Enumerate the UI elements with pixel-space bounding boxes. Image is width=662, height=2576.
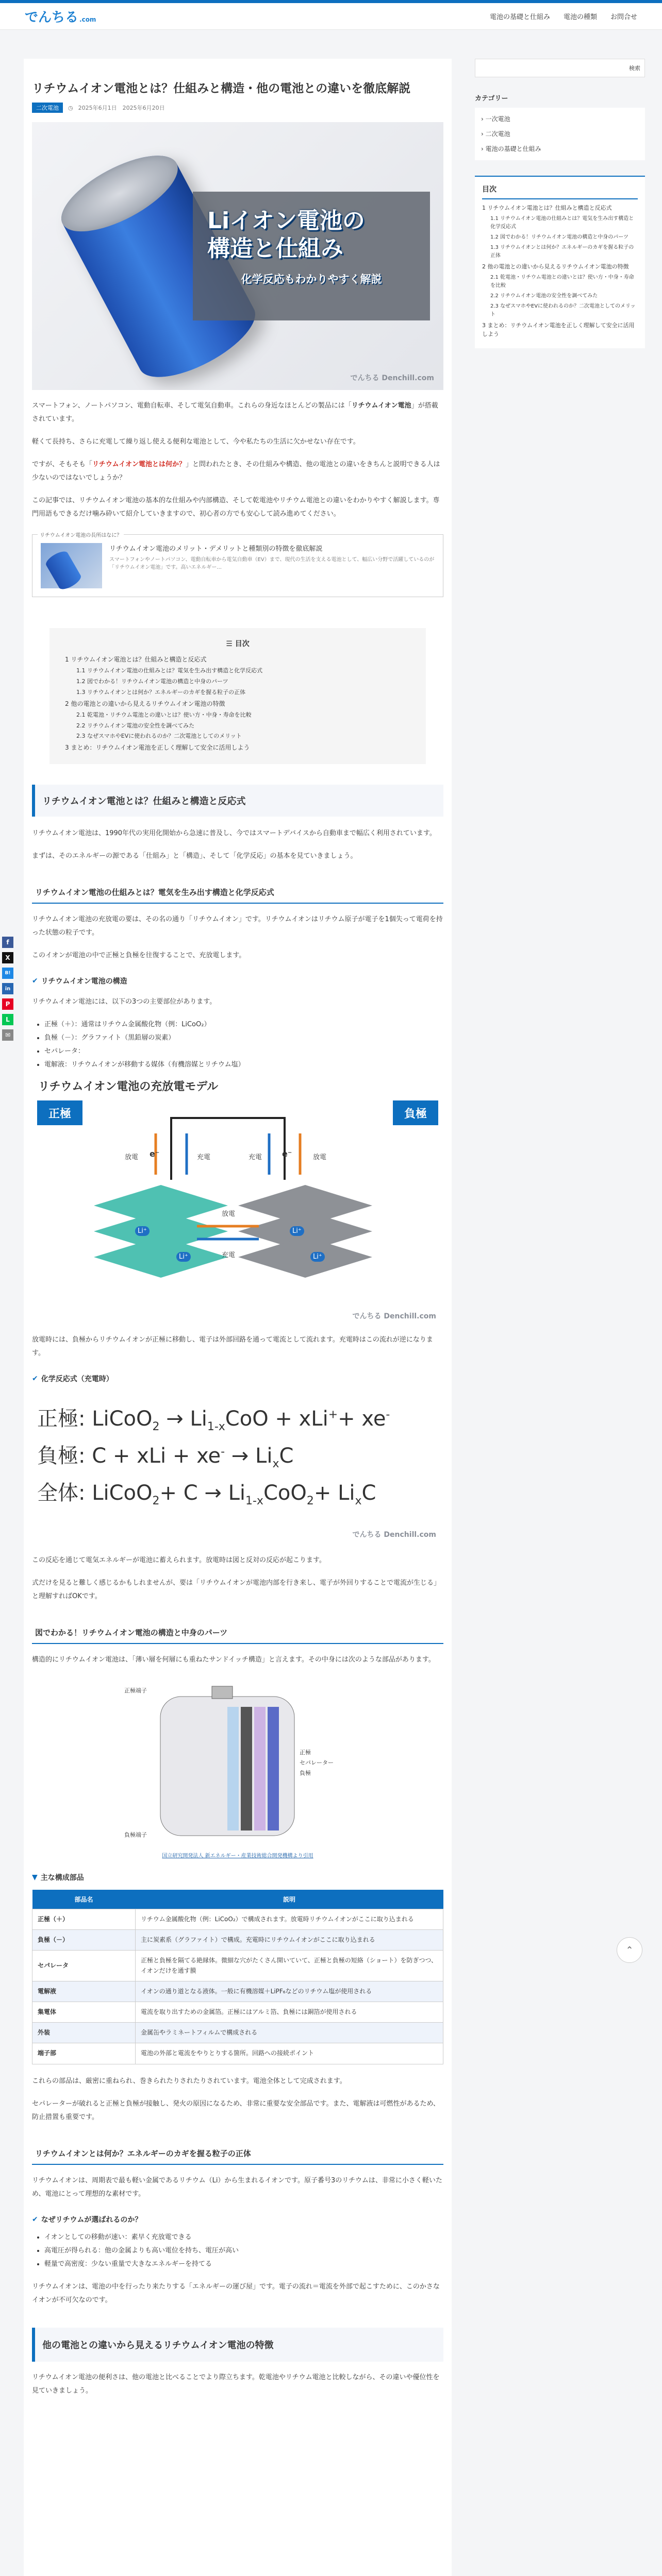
negative-electrode-label: 負極: [393, 1100, 438, 1125]
lithium-ion-marker: Li⁺: [176, 1252, 191, 1262]
mechanism-paragraph-1: リチウムイオン電池の充放電の要は、その名の通り「リチウムイオン」です。リチウムイオンはリチウム原子が電子を1個失って電荷を持った状態の粒子です。: [32, 916, 443, 937]
toc-item[interactable]: 1.2 図でわかる！リチウムイオン電池の構造と中身のパーツ: [490, 234, 628, 240]
minihead-structure: [32, 976, 443, 986]
minihead-components: [32, 1872, 443, 1883]
chevron-right-icon: ›: [481, 130, 486, 138]
blogcard-label: リチウムイオン電池の長所はなに？: [38, 531, 124, 538]
minihead-text: なぜリチウムが選ばれるのか？: [41, 2215, 142, 2224]
nav-item-basics[interactable]: 電池の基礎と仕組み: [489, 13, 550, 21]
toc-item[interactable]: 1.2 図でわかる！リチウムイオン電池の構造と中身のパーツ: [76, 678, 228, 685]
eyecatch-panel: [193, 192, 430, 320]
intro-emphasis: リチウムイオン電池: [351, 402, 411, 410]
mechanism-paragraph-2: このイオンが電池の中で正極と負極を往復することで、充放電します。: [32, 952, 246, 960]
toc-item[interactable]: 1.1 リチウムイオン電池の仕組みとは？電気を生み出す構造と化学反応式: [76, 667, 263, 674]
diagram-site-logo: でんちる Denchill.com: [352, 1312, 436, 1321]
lithium-ion-marker: Li⁺: [135, 1226, 150, 1236]
components-paragraph-1: これらの部品は、厳密に重ねられ、巻きられたりされたりされています。電池全体として完成されます。: [32, 2077, 346, 2085]
x-share-button[interactable]: X: [2, 952, 13, 963]
line-share-button[interactable]: L: [2, 1014, 13, 1025]
list-item: • イオンとしての移動が速い：素早く充放電できる: [44, 2231, 443, 2244]
charge-label: 充電: [249, 1154, 262, 1162]
toc-item[interactable]: 2.3 なぜスマホやEVに使われるのか？二次電池としてのメリット: [76, 733, 242, 740]
table-row: [32, 2002, 443, 2023]
charge-label: 充電: [222, 1251, 236, 1260]
subheading-lithium-ion: リチウムイオンとは何か？エネルギーのカギを握る粒子の正体: [32, 2143, 443, 2165]
structure-paragraph: リチウムイオン電池には、以下の3つの主要部位があります。: [32, 998, 217, 1006]
intro-highlight: リチウムイオン電池とは何か？: [92, 461, 186, 469]
category-label: 二次電池: [485, 130, 510, 138]
toc-item[interactable]: 1 リチウムイオン電池とは？仕組みと構造と反応式: [65, 656, 207, 664]
table-cell: 金属缶やラミネートフィルムで構成される: [136, 2023, 443, 2043]
minihead-text: 化学反応式（充電時）: [41, 1375, 113, 1384]
figure-caption-link[interactable]: 国立研究開発法人 新エネルギー・産業技術総合開発機構より引用: [162, 1853, 313, 1859]
formula-paragraph-1: この反応を通じて電気エネルギーが電池に蓄えられます。放電時は図と反対の反応が起こります。: [32, 1556, 326, 1565]
section-heading-1: リチウムイオン電池とは？仕組みと構造と反応式: [32, 785, 443, 817]
mail-share-button[interactable]: ✉: [2, 1029, 13, 1041]
formula-negative: 負極: C + xLi + $xe^- \to Li_xC$: [37, 1444, 294, 1471]
subheading-mechanism: リチウムイオン電池の仕組みとは？電気を生み出す構造と化学反応式: [32, 882, 443, 904]
check-icon: ✔: [32, 2215, 38, 2224]
related-blogcard[interactable]: [32, 534, 443, 597]
lithium-ion-paragraph: リチウムイオンは、周期表で最も軽い金属であるリチウム（Li）から生まれるイオンです。原子番号3のリチウムは、非常に小さく軽いため、電池にとって理想的な素材です。: [32, 2176, 442, 2198]
diagram-title: リチウムイオン電池の充放電モデル: [38, 1080, 219, 1094]
cell-svg: [57, 1676, 418, 1846]
toc-item[interactable]: 3 まとめ：リチウムイオン電池を正しく理解して安全に活用しよう: [65, 744, 250, 752]
sidebar-toc-title: 目次: [482, 184, 638, 199]
diagram-svg: [32, 1103, 443, 1324]
post-date: 2025年6月1日 2025年6月20日: [78, 105, 165, 112]
electron-label: e⁻: [282, 1149, 292, 1159]
discharge-label: 放電: [313, 1154, 327, 1162]
list-icon: ☰: [226, 640, 235, 649]
site-header: [0, 3, 662, 30]
table-of-contents: [49, 628, 426, 764]
intro-paragraph-3: [32, 458, 443, 485]
table-cell: 主に炭素系（グラファイト）で構成。充電時にリチウムイオンがここに取り込まれる: [136, 1930, 443, 1951]
electron-label: e⁻: [150, 1149, 160, 1159]
nav-item-types[interactable]: 電池の種類: [563, 13, 597, 21]
section1-paragraph-2: まずは、そのエネルギーの源である「仕組み」と「構造」、そして「化学反応」の基本を見ていきましょう。: [32, 852, 357, 860]
check-icon: ✔: [32, 977, 38, 986]
blogcard-inner: [41, 543, 435, 588]
reaction-formula: [32, 1390, 443, 1545]
list-item: • 高電圧が得られる：他の金属よりも高い電位を持ち、電圧が高い: [44, 2244, 443, 2258]
terminal-shape: [212, 1686, 233, 1699]
formula-label: 全体:: [37, 1481, 86, 1505]
linkedin-share-button[interactable]: in: [2, 983, 13, 994]
layer-strip: [268, 1707, 279, 1831]
layer-strip: [254, 1707, 266, 1831]
formula-site-logo: でんちる Denchill.com: [352, 1530, 436, 1539]
facebook-share-button[interactable]: f: [2, 937, 13, 948]
category-item[interactable]: [481, 142, 639, 157]
table-cell: 外装: [32, 2023, 136, 2043]
check-icon: ✔: [32, 1375, 38, 1383]
lithium-ion-marker: Li⁺: [310, 1252, 325, 1262]
table-cell: 電池の外部と電流をやりとりする箇所。回路への接続ポイント: [136, 2043, 443, 2064]
table-cell: 端子部: [32, 2043, 136, 2064]
charge-label: 充電: [197, 1154, 211, 1162]
eyecatch-site-logo: でんちる Denchill.com: [350, 374, 434, 383]
list-item: • 正極（＋）：通常はリチウム金属酸化物（例：LiCoO₂）: [44, 1018, 443, 1031]
layer-strip: [241, 1707, 252, 1831]
toc-item[interactable]: 2.3 なぜスマホやEVに使われるのか？二次電池としてのメリット: [490, 303, 636, 317]
category-label: 電池の基礎と仕組み: [485, 145, 541, 152]
blogcard-description: スマートフォンやノートパソコン、電動自転車から電気自動車（EV）まで、現代の生活を支える電池として、幅広い分野で活躍しているのが「リチウムイオン電池」です。高いエネルギー...: [109, 557, 435, 571]
list-item: • 電解液：リチウムイオンが移動する媒体（有機溶媒とリチウム塩）: [44, 1058, 443, 1072]
cell-structure-figure: [57, 1676, 418, 1846]
nav-item-contact[interactable]: お問合せ: [610, 13, 637, 21]
discharge-label: 放電: [222, 1210, 236, 1218]
chevron-right-icon: ›: [481, 145, 486, 152]
pinterest-share-button[interactable]: P: [2, 998, 13, 1010]
eyecatch-title-2: 構造と仕組み: [207, 235, 343, 262]
minihead-formula: [32, 1374, 443, 1384]
parts-list: [32, 1018, 443, 1072]
table-header: 説明: [136, 1890, 443, 1909]
triangle-icon: ▼: [32, 1873, 38, 1882]
positive-layer: [94, 1236, 228, 1278]
category-list: [475, 108, 645, 160]
section1-paragraph-1: リチウムイオン電池は、1990年代の実用化開始から急速に普及し、今ではスマートデバイスから自動車まで幅広く利用されています。: [32, 829, 436, 838]
section2-paragraph-1: リチウムイオン電池の便利さは、他の電池と比べることでより際立ちます。乾電池やリチウム電池と比較しながら、その違いや優位性を見ていきましょう。: [32, 2373, 440, 2395]
table-row: [32, 1930, 443, 1951]
article-title: リチウムイオン電池とは？仕組みと構造・他の電池との違いを徹底解説: [32, 82, 411, 95]
table-cell: リチウム金属酸化物（例：LiCoO₂）で構成されます。放電時リチウムイオンがここに取り込まれる: [136, 1909, 443, 1930]
toc-item[interactable]: 2.2 リチウムイオン電池の安全性を調べてみた: [490, 293, 598, 299]
negative-layer: [238, 1236, 372, 1278]
share-buttons: [2, 937, 13, 1041]
logo-domain: .com: [79, 16, 96, 23]
category-heading: カテゴリー: [475, 95, 508, 103]
toc-title: [65, 638, 410, 649]
table-cell: 集電体: [32, 2002, 136, 2023]
toc-item[interactable]: 2.1 乾電池・リチウム電池との違いとは？使い方・中身・寿命を比較: [490, 274, 634, 289]
formula-positive: 正極: LiCoO$_2$ → $Li_{1-x}CoO + xLi^++ xe^-$: [37, 1407, 390, 1434]
table-cell: 正極（＋）: [32, 1909, 136, 1930]
positive-label: 正極: [300, 1749, 311, 1756]
section-heading-2: 他の電池との違いから見えるリチウムイオン電池の特徴: [32, 2328, 443, 2362]
page-top-button[interactable]: [617, 1937, 642, 1963]
negative-label: 負極: [300, 1770, 311, 1777]
intro-paragraph-2: 軽くて長持ち、さらに充電して繰り返し使える便利な電池として、今や私たちの生活に欠かせない存在です。: [32, 438, 360, 446]
separator-label: セパレーター: [300, 1759, 334, 1767]
circuit-wire: [171, 1118, 285, 1180]
table-cell: セパレータ: [32, 1951, 136, 1981]
toc-item[interactable]: 2.2 リチウムイオン電池の安全性を調べてみた: [76, 722, 195, 729]
intro-text: スマートフォン、ノートパソコン、電動自転車、そして電気自動車。これらの身近なほとんどの製品には「: [32, 402, 352, 410]
table-cell: イオンの通り道となる液体。一般に有機溶媒＋LiPF₆などのリチウム塩が使用される: [136, 1981, 443, 2002]
toc-item[interactable]: 1.3 リチウムイオンとは何か？エネルギーのカギを握る粒子の正体: [76, 688, 246, 696]
toc-title-text: 目次: [235, 640, 250, 649]
category-item[interactable]: [481, 112, 639, 127]
intro-paragraph-4: この記事では、リチウムイオン電池の基本的な仕組みや内部構造、そして乾電池やリチウム電池との違いをわかりやすく解説します。専門用語もできるだけ噛み砕いて紹介していきますので、初心者の方でも安心して読み進めてください。: [32, 497, 440, 518]
hatena-share-button[interactable]: B!: [2, 968, 13, 979]
table-cell: 正極と負極を隔てる絶縁体。微細な穴がたくさん開いていて、正極と負極の短絡（ショート）を防ぎつつ、イオンだけを通す膜: [136, 1951, 443, 1981]
table-cell: 電流を取り出すための金属箔。正極にはアルミ箔、負極には銅箔が使用される: [136, 2002, 443, 2023]
eyecatch-subtitle: 化学反応もわかりやすく解説: [241, 273, 382, 285]
table-row: [32, 1951, 443, 1981]
table-row: [32, 1909, 443, 1930]
minihead-text: 主な構成部品: [40, 1874, 84, 1883]
minihead-text: リチウムイオン電池の構造: [41, 977, 127, 986]
chevron-right-icon: ›: [481, 115, 486, 123]
article-meta: [32, 103, 443, 113]
toc-item[interactable]: 1.3 リチウムイオンとは何か？エネルギーのカギを握る粒子の正体: [490, 244, 634, 259]
list-item: • 軽量で高密度：少ない重量で大きなエネルギーを持てる: [44, 2258, 443, 2271]
site-logo[interactable]: [25, 7, 96, 26]
blogcard-text: [109, 543, 435, 588]
pos-terminal-label: 正極端子: [124, 1687, 147, 1694]
positive-electrode-label: 正極: [37, 1100, 82, 1125]
formula-overall: 全体: LiCoO$_2$+ $C \to Li_{1-x}CoO_2+ Li_xC$: [37, 1481, 376, 1508]
toc-item[interactable]: 1 リチウムイオン電池とは？仕組みと構造と反応式: [482, 205, 612, 212]
blogcard-title: リチウムイオン電池のメリット・デメリットと種類別の特徴を徹底解説: [109, 545, 323, 553]
intro-paragraph-1: [32, 399, 443, 426]
toc-item[interactable]: 3 まとめ：リチウムイオン電池を正しく理解して安全に活用しよう: [482, 321, 635, 338]
lithium-ion-marker: Li⁺: [290, 1226, 304, 1236]
energy-carrier-paragraph: リチウムイオンは、電池の中を行ったり来たりする「エネルギーの運び屋」です。電子の流れ＝電流を外部で起こすために、このかさなイオンが不可欠なのです。: [32, 2282, 440, 2304]
eyecatch-title-1: Liイオン電池の: [207, 208, 365, 234]
toc-item[interactable]: 2.1 乾電池・リチウム電池との違いとは？使い方・中身・寿命を比較: [76, 711, 252, 718]
category-item[interactable]: [481, 127, 639, 142]
search-button-label[interactable]: 検索: [629, 65, 640, 72]
formula-label: 正極:: [37, 1407, 86, 1431]
discharge-explanation: 放電時には、負極からリチウムイオンが正極に移動し、電子は外部回路を通って電流として流れます。充電時はこの流れが逆になります。: [32, 1336, 433, 1358]
intro-text: ですが、そもそも「: [32, 461, 93, 469]
table-row: [32, 1981, 443, 2002]
table-row: [32, 2043, 443, 2064]
intro-text: 」と問われたとき、その仕組みや構造、他の電池との違いをきちんと説明できる人は少ないのではないでしょうか？: [32, 461, 440, 482]
table-header: 部品名: [32, 1890, 136, 1909]
list-item: • セパレータ：: [44, 1045, 443, 1058]
sidebar-toc: [475, 176, 645, 348]
formula-label: 負極:: [37, 1444, 86, 1468]
category-label: 一次電池: [485, 115, 510, 123]
search-input[interactable]: [475, 59, 645, 77]
layer-strip: [227, 1707, 239, 1831]
components-paragraph-2: セパレーターが破れると正極と負極が接触し、発火の原因になるため、非常に重要な安全部品です。また、電解液は可燃性があるため、防止措置も重要です。: [32, 2099, 440, 2121]
discharge-label: 放電: [125, 1154, 139, 1162]
list-item: • 負極（－）：グラファイト（黒鉛層の炭素）: [44, 1031, 443, 1045]
toc-item[interactable]: 2 他の電池との違いから見えるリチウムイオン電池の特徴: [482, 263, 629, 270]
neg-terminal-label: 負極端子: [124, 1832, 147, 1839]
chevron-up-icon: ⌃: [625, 1944, 634, 1956]
article-main: [24, 59, 452, 2576]
category-badge[interactable]: 二次電池: [32, 103, 63, 113]
charge-discharge-diagram: [32, 1072, 443, 1324]
reasons-list: [32, 2231, 443, 2271]
global-nav: [490, 11, 637, 21]
components-table: [32, 1890, 443, 2064]
subheading-structure: 図でわかる！リチウムイオン電池の構造と中身のパーツ: [32, 1622, 443, 1644]
eyecatch-image: [32, 122, 443, 390]
clock-icon: ◷: [68, 104, 73, 111]
toc-item[interactable]: 1.1 リチウムイオン電池の仕組みとは？電気を生み出す構造と化学反応式: [490, 215, 634, 230]
page-wrapper: [0, 30, 662, 2576]
blogcard-thumbnail: [41, 543, 102, 588]
sidebar-toc-list: [482, 204, 638, 338]
table-cell: 電解液: [32, 1981, 136, 2002]
formula-paragraph-2: 式だけを見ると難しく感じるかもしれませんが、要は「リチウムイオンが電池内部を行き来し、電子が外回りすることで電流が生じる」と理解すればOKです。: [32, 1579, 440, 1601]
sidebar: [475, 59, 645, 2576]
intro-text: 」が搭載されています。: [32, 402, 438, 423]
toc-item[interactable]: 2 他の電池との違いから見えるリチウムイオン電池の特徴: [65, 700, 225, 707]
table-cell: 負極（－）: [32, 1930, 136, 1951]
toc-list: [65, 654, 410, 754]
structure-intro: 構造的にリチウムイオン電池は、「薄い層を何層にも重ねたサンドイッチ構造」と言えます。その中身には次のような部品があります。: [32, 1656, 435, 1664]
logo-text: でんちる: [25, 10, 79, 25]
minihead-why-lithium: [32, 2214, 443, 2225]
table-row: [32, 2023, 443, 2043]
